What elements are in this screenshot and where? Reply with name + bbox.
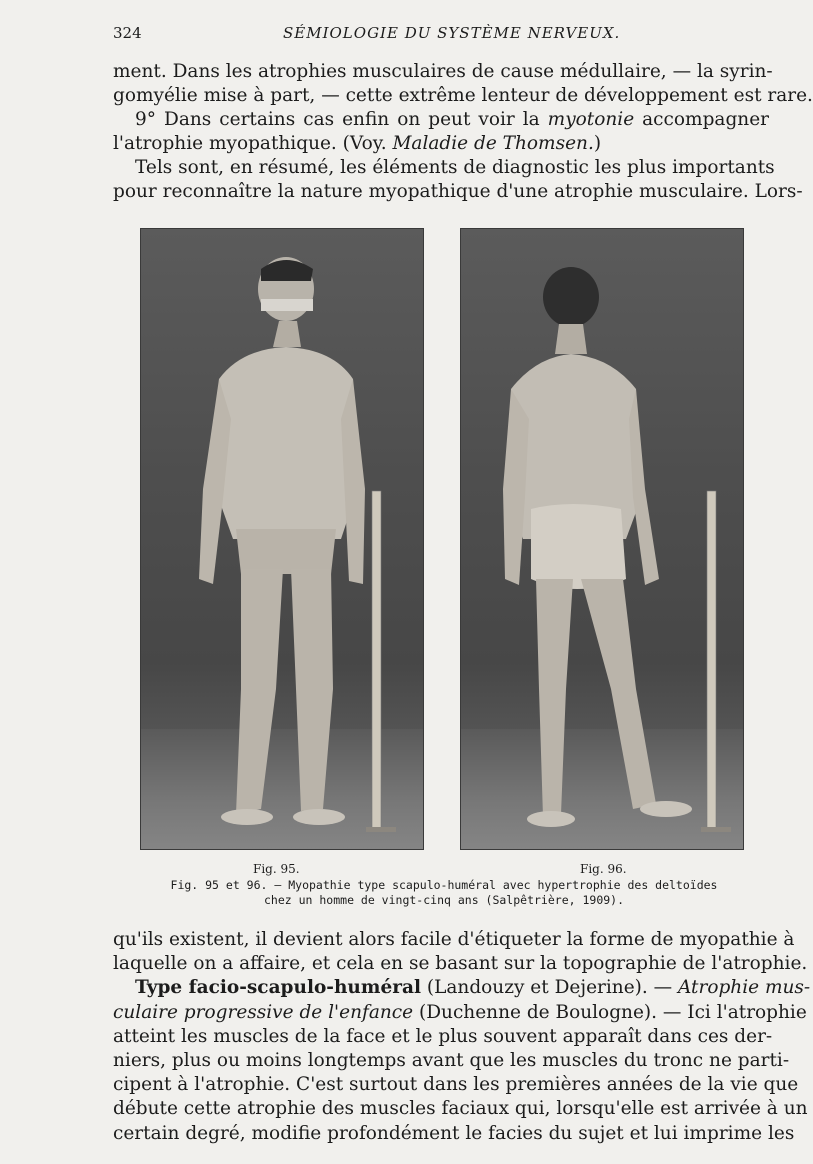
back-figure-silhouette — [461, 229, 743, 849]
text-line: culaire progressive de l'enfance (Duchenne de Boulogne). — Ici l'atrophie — [113, 1001, 807, 1023]
figure-95-photo — [140, 228, 424, 850]
text-line: qu'ils existent, il devient alors facile d'étiqueter la forme de myopathie à — [113, 929, 795, 950]
caption-line: Fig. 95 et 96. — Myopathie type scapulo-huméral avec hypertrophie des deltoïdes — [170, 878, 718, 892]
figure-caption — [170, 878, 718, 908]
front-figure-silhouette — [141, 229, 423, 849]
top-paragraph — [113, 60, 813, 204]
page-number: 324 — [113, 24, 142, 42]
text-line: atteint les muscles de la face et le plus souvent apparaît dans ces der- — [113, 1025, 773, 1047]
text-line: pour reconnaître la nature myopathique d'une atrophie musculaire. Lors- — [113, 181, 803, 202]
figure-96-photo — [460, 228, 744, 850]
figure-96-label: Fig. 96. — [580, 862, 627, 876]
text-line: l'atrophie myopathique. (Voy. Maladie de Thomsen.) — [113, 133, 602, 154]
text-line: gomyélie mise à part, — cette extrême lenteur de développement est rare. — [113, 85, 813, 106]
text-line: laquelle on a affaire, et cela en se basant sur la topographie de l'atrophie. — [113, 953, 808, 975]
text-line: Type facio-scapulo-huméral (Landouzy et Dejerine). — Atrophie mus- — [135, 977, 811, 999]
text-line: ment. Dans les atrophies musculaires de cause médullaire, — la syrin- — [113, 61, 773, 82]
text-line: Tels sont, en résumé, les éléments de diagnostic les plus importants — [135, 157, 775, 178]
page-header — [113, 24, 768, 46]
figure-95-label: Fig. 95. — [253, 862, 300, 876]
caption-line: chez un homme de vingt-cinq ans (Salpêtrière, 1909). — [263, 893, 625, 907]
text-line: cipent à l'atrophie. C'est surtout dans les premières années de la vie que — [113, 1074, 799, 1096]
text-line: certain degré, modifie profondément le facies du sujet et lui imprime les — [113, 1122, 795, 1144]
text-line: niers, plus ou moins longtemps avant que les muscles du tronc ne parti- — [113, 1049, 790, 1071]
running-title: SÉMIOLOGIE DU SYSTÈME NERVEUX. — [283, 24, 621, 42]
text-line: débute cette atrophie des muscles faciaux qui, lorsqu'elle est arrivée à un — [113, 1098, 808, 1120]
text-line: 9° Dans certains cas enfin on peut voir la myotonie accompagner — [135, 109, 770, 130]
bottom-paragraph — [113, 928, 811, 1146]
